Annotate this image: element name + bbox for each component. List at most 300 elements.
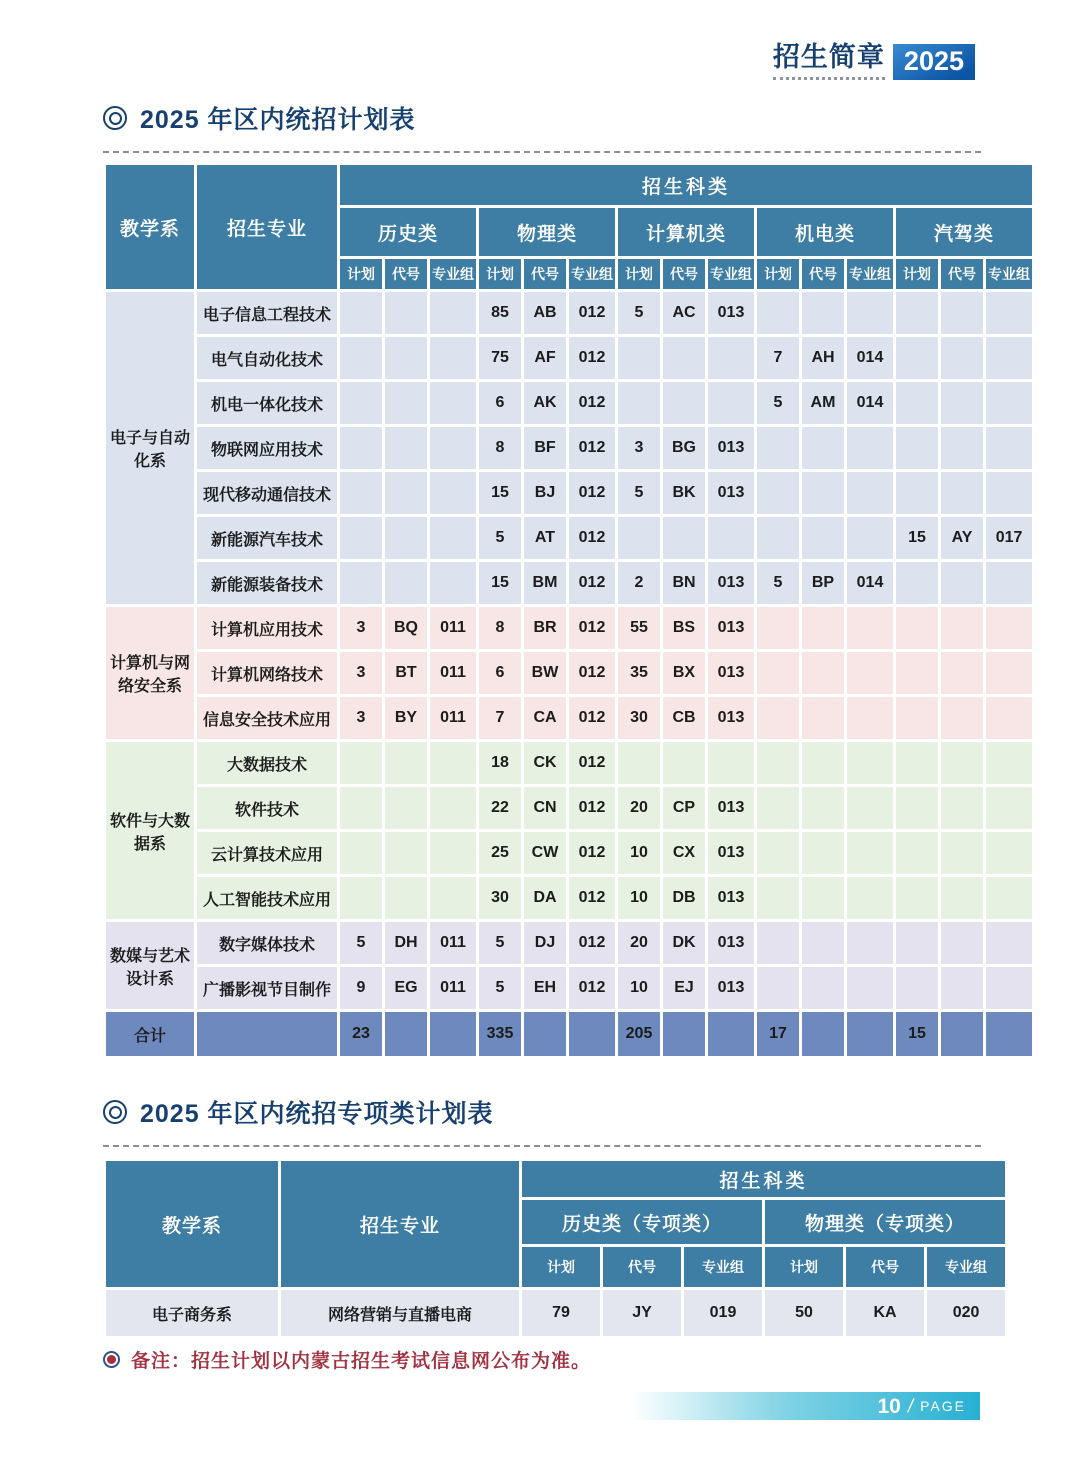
total-label-cell: 合计 <box>106 1012 194 1056</box>
value-cell: 019 <box>684 1290 762 1336</box>
value-cell: 2 <box>618 562 660 604</box>
value-cell: JY <box>603 1290 681 1336</box>
plan-table-body <box>106 292 1032 1056</box>
value-cell: 75 <box>479 337 521 379</box>
value-cell <box>385 382 427 424</box>
value-cell <box>847 697 893 739</box>
value-cell <box>986 652 1032 694</box>
dept-cell: 数媒与艺术设计系 <box>106 922 194 1009</box>
value-cell: DH <box>385 922 427 964</box>
value-cell: 013 <box>708 922 754 964</box>
col-header-history: 历史类 <box>340 208 476 256</box>
col-header-driving: 汽驾类 <box>896 208 1032 256</box>
value-cell <box>757 832 799 874</box>
plan-table <box>103 162 1035 1059</box>
value-cell: 6 <box>479 382 521 424</box>
value-cell: CK <box>524 742 566 784</box>
section-title-special <box>103 1094 981 1147</box>
value-cell <box>430 472 476 514</box>
value-cell: 012 <box>569 742 615 784</box>
value-cell: 30 <box>618 697 660 739</box>
dept-cell: 电子商务系 <box>106 1290 278 1336</box>
value-cell: 79 <box>522 1290 600 1336</box>
total-value-cell <box>569 1012 615 1056</box>
major-cell: 机电一体化技术 <box>197 382 337 424</box>
value-cell <box>430 427 476 469</box>
value-cell: 7 <box>757 337 799 379</box>
value-cell <box>896 607 938 649</box>
table-row <box>106 787 1032 829</box>
major-cell: 电气自动化技术 <box>197 337 337 379</box>
value-cell <box>847 832 893 874</box>
value-cell <box>847 427 893 469</box>
value-cell <box>340 337 382 379</box>
value-cell: 8 <box>479 607 521 649</box>
value-cell <box>757 607 799 649</box>
value-cell <box>896 922 938 964</box>
value-cell <box>757 877 799 919</box>
value-cell: 5 <box>757 562 799 604</box>
value-cell: AB <box>524 292 566 334</box>
value-cell: 012 <box>569 337 615 379</box>
value-cell: BQ <box>385 607 427 649</box>
col-header-plan: 计划 <box>522 1247 600 1287</box>
value-cell: 012 <box>569 517 615 559</box>
value-cell <box>757 742 799 784</box>
value-cell <box>385 832 427 874</box>
value-cell: 15 <box>479 472 521 514</box>
value-cell: 012 <box>569 832 615 874</box>
value-cell <box>708 337 754 379</box>
value-cell: 012 <box>569 877 615 919</box>
total-value-cell: 23 <box>340 1012 382 1056</box>
major-cell: 现代移动通信技术 <box>197 472 337 514</box>
value-cell <box>663 337 705 379</box>
major-cell: 人工智能技术应用 <box>197 877 337 919</box>
value-cell <box>430 742 476 784</box>
value-cell <box>986 427 1032 469</box>
special-table <box>103 1158 1008 1339</box>
table-row <box>106 967 1032 1009</box>
value-cell <box>340 742 382 784</box>
table-row <box>106 472 1032 514</box>
note-text: 备注：招生计划以内蒙古招生考试信息网公布为准。 <box>131 1351 592 1372</box>
col-header-grp: 专业组 <box>684 1247 762 1287</box>
value-cell <box>896 787 938 829</box>
value-cell: 013 <box>708 697 754 739</box>
col-header-physics-special: 物理类（专项类） <box>765 1200 1005 1244</box>
value-cell <box>941 877 983 919</box>
doc-header <box>773 44 975 80</box>
value-cell: BS <box>663 607 705 649</box>
value-cell <box>430 517 476 559</box>
value-cell: 55 <box>618 607 660 649</box>
dept-cell: 电子与自动化系 <box>106 292 194 604</box>
col-header-physics: 物理类 <box>479 208 615 256</box>
col-header-code: 代号 <box>524 259 566 289</box>
value-cell: 012 <box>569 652 615 694</box>
value-cell <box>430 562 476 604</box>
value-cell: EG <box>385 967 427 1009</box>
col-header-code: 代号 <box>941 259 983 289</box>
value-cell <box>340 517 382 559</box>
value-cell <box>847 652 893 694</box>
col-header-dept: 教学系 <box>106 1161 278 1287</box>
col-header-code: 代号 <box>603 1247 681 1287</box>
value-cell <box>941 472 983 514</box>
col-header-plan: 计划 <box>479 259 521 289</box>
value-cell <box>757 517 799 559</box>
bullet-dot-icon-inner <box>107 1355 116 1364</box>
col-header-grp: 专业组 <box>569 259 615 289</box>
table-row <box>106 877 1032 919</box>
value-cell: 20 <box>618 922 660 964</box>
total-value-cell <box>986 1012 1032 1056</box>
value-cell: 10 <box>618 967 660 1009</box>
value-cell: BM <box>524 562 566 604</box>
value-cell: 011 <box>430 607 476 649</box>
col-header-grp: 专业组 <box>927 1247 1005 1287</box>
value-cell <box>986 787 1032 829</box>
value-cell: BP <box>802 562 844 604</box>
col-header-code: 代号 <box>846 1247 924 1287</box>
total-value-cell: 335 <box>479 1012 521 1056</box>
double-circle-icon-inner <box>109 112 122 125</box>
value-cell <box>385 787 427 829</box>
value-cell <box>896 382 938 424</box>
col-header-plan: 计划 <box>618 259 660 289</box>
table-row <box>106 1290 1005 1336</box>
value-cell <box>385 427 427 469</box>
col-header-history-special: 历史类（专项类） <box>522 1200 762 1244</box>
major-cell: 大数据技术 <box>197 742 337 784</box>
value-cell <box>708 742 754 784</box>
major-cell: 软件技术 <box>197 787 337 829</box>
col-header-major: 招生专业 <box>197 165 337 289</box>
value-cell <box>618 337 660 379</box>
value-cell <box>802 652 844 694</box>
table-row <box>106 922 1032 964</box>
value-cell: 012 <box>569 292 615 334</box>
table-row <box>106 832 1032 874</box>
value-cell: 012 <box>569 787 615 829</box>
value-cell: CN <box>524 787 566 829</box>
value-cell: AC <box>663 292 705 334</box>
value-cell <box>896 832 938 874</box>
value-cell <box>802 607 844 649</box>
value-cell: 013 <box>708 472 754 514</box>
value-cell <box>385 292 427 334</box>
total-value-cell <box>708 1012 754 1056</box>
value-cell <box>618 517 660 559</box>
value-cell: EH <box>524 967 566 1009</box>
major-cell: 网络营销与直播电商 <box>281 1290 519 1336</box>
value-cell <box>847 787 893 829</box>
total-value-cell <box>802 1012 844 1056</box>
value-cell: 5 <box>479 967 521 1009</box>
value-cell: 8 <box>479 427 521 469</box>
brand-title: 招生简章 <box>773 44 885 80</box>
value-cell: 012 <box>569 472 615 514</box>
value-cell <box>986 292 1032 334</box>
dept-cell: 计算机与网络安全系 <box>106 607 194 739</box>
value-cell <box>896 697 938 739</box>
double-circle-icon <box>103 1100 127 1124</box>
value-cell <box>941 787 983 829</box>
value-cell: 012 <box>569 427 615 469</box>
value-cell: 013 <box>708 787 754 829</box>
value-cell <box>941 967 983 1009</box>
value-cell <box>847 922 893 964</box>
value-cell <box>941 427 983 469</box>
value-cell <box>757 967 799 1009</box>
value-cell: CW <box>524 832 566 874</box>
value-cell <box>847 607 893 649</box>
major-cell: 云计算技术应用 <box>197 832 337 874</box>
value-cell <box>847 517 893 559</box>
value-cell: 013 <box>708 877 754 919</box>
major-cell: 信息安全技术应用 <box>197 697 337 739</box>
value-cell <box>757 472 799 514</box>
value-cell: 20 <box>618 787 660 829</box>
page-footer <box>630 1392 980 1420</box>
value-cell: 012 <box>569 562 615 604</box>
table-row <box>106 697 1032 739</box>
value-cell: DK <box>663 922 705 964</box>
value-cell <box>618 382 660 424</box>
value-cell <box>340 427 382 469</box>
value-cell: CB <box>663 697 705 739</box>
value-cell: 014 <box>847 337 893 379</box>
value-cell: 017 <box>986 517 1032 559</box>
value-cell <box>802 742 844 784</box>
value-cell <box>340 382 382 424</box>
total-value-cell <box>430 1012 476 1056</box>
value-cell <box>757 787 799 829</box>
value-cell <box>941 652 983 694</box>
col-header-plan: 计划 <box>757 259 799 289</box>
col-header-grp: 专业组 <box>430 259 476 289</box>
total-value-cell: 205 <box>618 1012 660 1056</box>
value-cell <box>941 922 983 964</box>
value-cell: 013 <box>708 967 754 1009</box>
dept-cell: 软件与大数据系 <box>106 742 194 919</box>
value-cell <box>430 337 476 379</box>
value-cell: 5 <box>340 922 382 964</box>
value-cell: 10 <box>618 877 660 919</box>
value-cell: 5 <box>479 922 521 964</box>
value-cell <box>941 742 983 784</box>
value-cell <box>340 472 382 514</box>
total-empty-cell <box>197 1012 337 1056</box>
value-cell <box>757 427 799 469</box>
value-cell: 5 <box>618 472 660 514</box>
value-cell <box>385 337 427 379</box>
value-cell: 012 <box>569 607 615 649</box>
value-cell <box>941 832 983 874</box>
col-header-grp: 专业组 <box>847 259 893 289</box>
value-cell: EJ <box>663 967 705 1009</box>
value-cell <box>941 607 983 649</box>
value-cell: DJ <box>524 922 566 964</box>
value-cell <box>941 292 983 334</box>
value-cell: 011 <box>430 652 476 694</box>
value-cell: AH <box>802 337 844 379</box>
col-header-plan: 计划 <box>340 259 382 289</box>
value-cell <box>802 877 844 919</box>
value-cell: KA <box>846 1290 924 1336</box>
value-cell: 10 <box>618 832 660 874</box>
value-cell <box>986 562 1032 604</box>
value-cell <box>385 472 427 514</box>
major-cell: 数字媒体技术 <box>197 922 337 964</box>
value-cell <box>941 697 983 739</box>
value-cell <box>941 562 983 604</box>
col-header-code: 代号 <box>385 259 427 289</box>
value-cell <box>802 967 844 1009</box>
value-cell <box>802 697 844 739</box>
value-cell: 3 <box>340 607 382 649</box>
major-cell: 新能源装备技术 <box>197 562 337 604</box>
value-cell: BJ <box>524 472 566 514</box>
major-cell: 计算机应用技术 <box>197 607 337 649</box>
value-cell <box>385 562 427 604</box>
table-row <box>106 292 1032 334</box>
table-header-row <box>106 1161 1005 1197</box>
col-header-grp: 专业组 <box>708 259 754 289</box>
value-cell <box>847 292 893 334</box>
table-row <box>106 337 1032 379</box>
value-cell <box>340 832 382 874</box>
value-cell <box>663 517 705 559</box>
value-cell: 013 <box>708 832 754 874</box>
value-cell: DB <box>663 877 705 919</box>
total-value-cell: 17 <box>757 1012 799 1056</box>
value-cell <box>340 562 382 604</box>
col-header-code: 代号 <box>663 259 705 289</box>
value-cell: 9 <box>340 967 382 1009</box>
col-header-plan: 计划 <box>765 1247 843 1287</box>
value-cell: 6 <box>479 652 521 694</box>
col-header-category-group: 招生科类 <box>522 1161 1005 1197</box>
value-cell <box>802 787 844 829</box>
value-cell <box>430 292 476 334</box>
value-cell <box>430 382 476 424</box>
value-cell: AY <box>941 517 983 559</box>
value-cell: BF <box>524 427 566 469</box>
value-cell <box>802 922 844 964</box>
value-cell: BX <box>663 652 705 694</box>
value-cell <box>340 292 382 334</box>
value-cell: 012 <box>569 382 615 424</box>
value-cell <box>757 292 799 334</box>
page-number: 10 <box>877 1394 901 1418</box>
value-cell: CP <box>663 787 705 829</box>
value-cell: 013 <box>708 652 754 694</box>
col-header-code: 代号 <box>802 259 844 289</box>
value-cell <box>757 697 799 739</box>
value-cell <box>847 742 893 784</box>
year-badge: 2025 <box>893 44 975 80</box>
bullet-dot-icon <box>103 1351 120 1368</box>
value-cell <box>986 742 1032 784</box>
value-cell: 85 <box>479 292 521 334</box>
table-row <box>106 742 1032 784</box>
total-value-cell <box>663 1012 705 1056</box>
total-value-cell <box>941 1012 983 1056</box>
value-cell <box>896 292 938 334</box>
value-cell: AK <box>524 382 566 424</box>
value-cell: 35 <box>618 652 660 694</box>
value-cell <box>896 967 938 1009</box>
value-cell: BK <box>663 472 705 514</box>
major-cell: 新能源汽车技术 <box>197 517 337 559</box>
page-label: PAGE <box>920 1398 966 1414</box>
value-cell: 013 <box>708 607 754 649</box>
value-cell: CA <box>524 697 566 739</box>
value-cell: 011 <box>430 922 476 964</box>
value-cell <box>847 472 893 514</box>
value-cell <box>663 742 705 784</box>
value-cell: DA <box>524 877 566 919</box>
value-cell: 013 <box>708 427 754 469</box>
value-cell: 3 <box>340 652 382 694</box>
total-value-cell: 15 <box>896 1012 938 1056</box>
value-cell: 012 <box>569 922 615 964</box>
value-cell <box>986 697 1032 739</box>
value-cell <box>385 517 427 559</box>
value-cell <box>847 877 893 919</box>
value-cell <box>941 337 983 379</box>
table-row <box>106 382 1032 424</box>
value-cell <box>340 877 382 919</box>
total-value-cell <box>524 1012 566 1056</box>
value-cell: BY <box>385 697 427 739</box>
value-cell <box>986 922 1032 964</box>
value-cell: 30 <box>479 877 521 919</box>
value-cell: AM <box>802 382 844 424</box>
value-cell <box>986 607 1032 649</box>
value-cell: 3 <box>340 697 382 739</box>
value-cell <box>802 832 844 874</box>
value-cell: 5 <box>618 292 660 334</box>
section-title-text: 2025 年区内统招专项类计划表 <box>140 1100 494 1128</box>
value-cell <box>986 337 1032 379</box>
value-cell: 15 <box>479 562 521 604</box>
value-cell: 22 <box>479 787 521 829</box>
table-row <box>106 517 1032 559</box>
value-cell: BT <box>385 652 427 694</box>
value-cell <box>802 292 844 334</box>
value-cell: 011 <box>430 967 476 1009</box>
value-cell <box>802 427 844 469</box>
value-cell: 012 <box>569 697 615 739</box>
col-header-grp: 专业组 <box>986 259 1032 289</box>
value-cell <box>663 382 705 424</box>
value-cell: 011 <box>430 697 476 739</box>
value-cell: BN <box>663 562 705 604</box>
table-row <box>106 607 1032 649</box>
col-header-major: 招生专业 <box>281 1161 519 1287</box>
value-cell <box>757 922 799 964</box>
total-value-cell <box>385 1012 427 1056</box>
value-cell <box>941 382 983 424</box>
col-header-dept: 教学系 <box>106 165 194 289</box>
value-cell: 5 <box>757 382 799 424</box>
value-cell: 25 <box>479 832 521 874</box>
table-row <box>106 652 1032 694</box>
value-cell: BR <box>524 607 566 649</box>
